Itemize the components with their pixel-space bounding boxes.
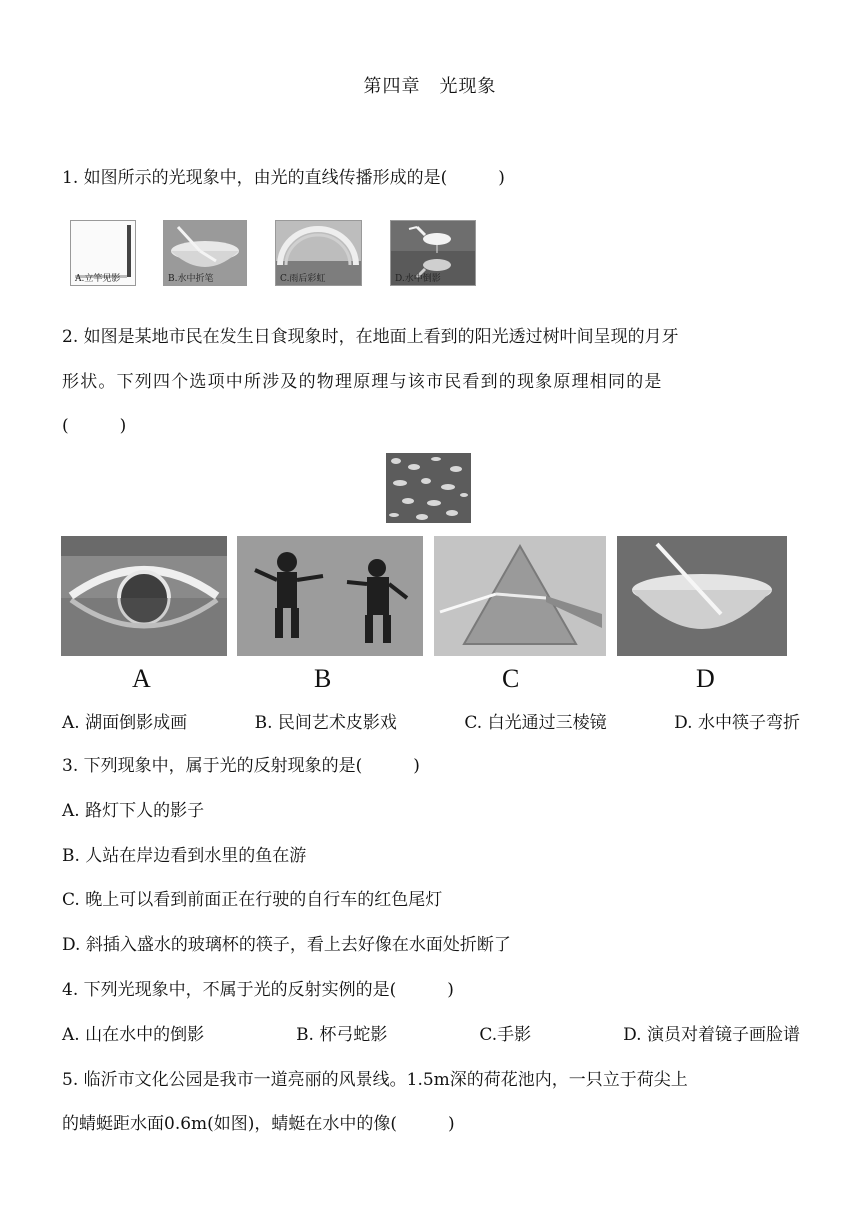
q5-stem-line-2: 的蜻蜓距水面0.6m(如图)，蜻蜓在水中的像( ) bbox=[62, 1114, 455, 1134]
q2-figure-a bbox=[61, 536, 227, 656]
q2-stem-line-3: ( ) bbox=[62, 416, 127, 436]
q2-option-a: A. 湖面倒影成画 bbox=[62, 713, 188, 733]
q1-figure-d bbox=[390, 220, 476, 286]
q4-option-a: A. 山在水中的倒影 bbox=[62, 1025, 205, 1045]
q4-option-c: C.手影 bbox=[479, 1025, 532, 1045]
q4-stem: 4. 下列光现象中，不属于光的反射实例的是( ) bbox=[62, 980, 454, 1000]
q2-figure-leaf-shadows bbox=[386, 453, 471, 523]
shadow-puppet-image bbox=[237, 536, 423, 656]
q2-option-c: C. 白光通过三棱镜 bbox=[464, 713, 607, 733]
crescent-light-spots-image bbox=[386, 453, 471, 523]
q5-stem-line-1: 5. 临沂市文化公园是我市一道亮丽的风景线。1.5m深的荷花池内，一只立于荷尖上 bbox=[62, 1070, 688, 1090]
q2-figure-d bbox=[617, 536, 787, 656]
q2-options bbox=[62, 708, 800, 733]
q1-caption-d: D.水中倒影 bbox=[395, 274, 441, 284]
q2-figure-b bbox=[237, 536, 423, 656]
chapter-title: 第四章 光现象 bbox=[363, 76, 497, 97]
q3-option-a: A. 路灯下人的影子 bbox=[62, 801, 205, 821]
q4-option-d: D. 演员对着镜子画脸谱 bbox=[623, 1025, 800, 1045]
q2-figure-letter-d: D bbox=[696, 664, 715, 693]
q2-stem-line-1: 2. 如图是某地市民在发生日食现象时，在地面上看到的阳光透过树叶间呈现的月牙 bbox=[62, 327, 679, 347]
q3-option-c: C. 晚上可以看到前面正在行驶的自行车的红色尾灯 bbox=[62, 890, 443, 910]
q2-option-d: D. 水中筷子弯折 bbox=[674, 713, 800, 733]
q4-option-b: B. 杯弓蛇影 bbox=[296, 1025, 388, 1045]
q2-figure-letter-b: B bbox=[314, 664, 332, 693]
chopstick-in-water-image bbox=[617, 536, 787, 656]
q2-option-b: B. 民间艺术皮影戏 bbox=[254, 713, 397, 733]
q2-figure-c bbox=[434, 536, 606, 656]
q1-caption-c: C.雨后彩虹 bbox=[280, 274, 326, 284]
prism-dispersion-image bbox=[434, 536, 606, 656]
q2-figure-letter-c: C bbox=[502, 664, 520, 693]
q3-option-d: D. 斜插入盛水的玻璃杯的筷子，看上去好像在水面处折断了 bbox=[62, 935, 511, 955]
q3-option-b: B. 人站在岸边看到水里的鱼在游 bbox=[62, 846, 307, 866]
q1-figure-b bbox=[163, 220, 247, 286]
q1-caption-a: A.立竿见影 bbox=[75, 274, 121, 284]
q4-options bbox=[62, 1020, 800, 1045]
q1-stem: 1. 如图所示的光现象中，由光的直线传播形成的是( ) bbox=[62, 168, 505, 188]
q2-stem-line-2: 形状。下列四个选项中所涉及的物理原理与该市民看到的现象原理相同的是 bbox=[62, 372, 663, 392]
q1-figure-c bbox=[275, 220, 362, 286]
arch-bridge-reflection-image bbox=[61, 536, 227, 656]
q3-stem: 3. 下列现象中，属于光的反射现象的是( ) bbox=[62, 756, 420, 776]
q1-figure-a bbox=[70, 220, 136, 286]
q1-caption-b: B.水中折笔 bbox=[168, 274, 214, 284]
q2-figure-letter-a: A bbox=[132, 664, 151, 693]
